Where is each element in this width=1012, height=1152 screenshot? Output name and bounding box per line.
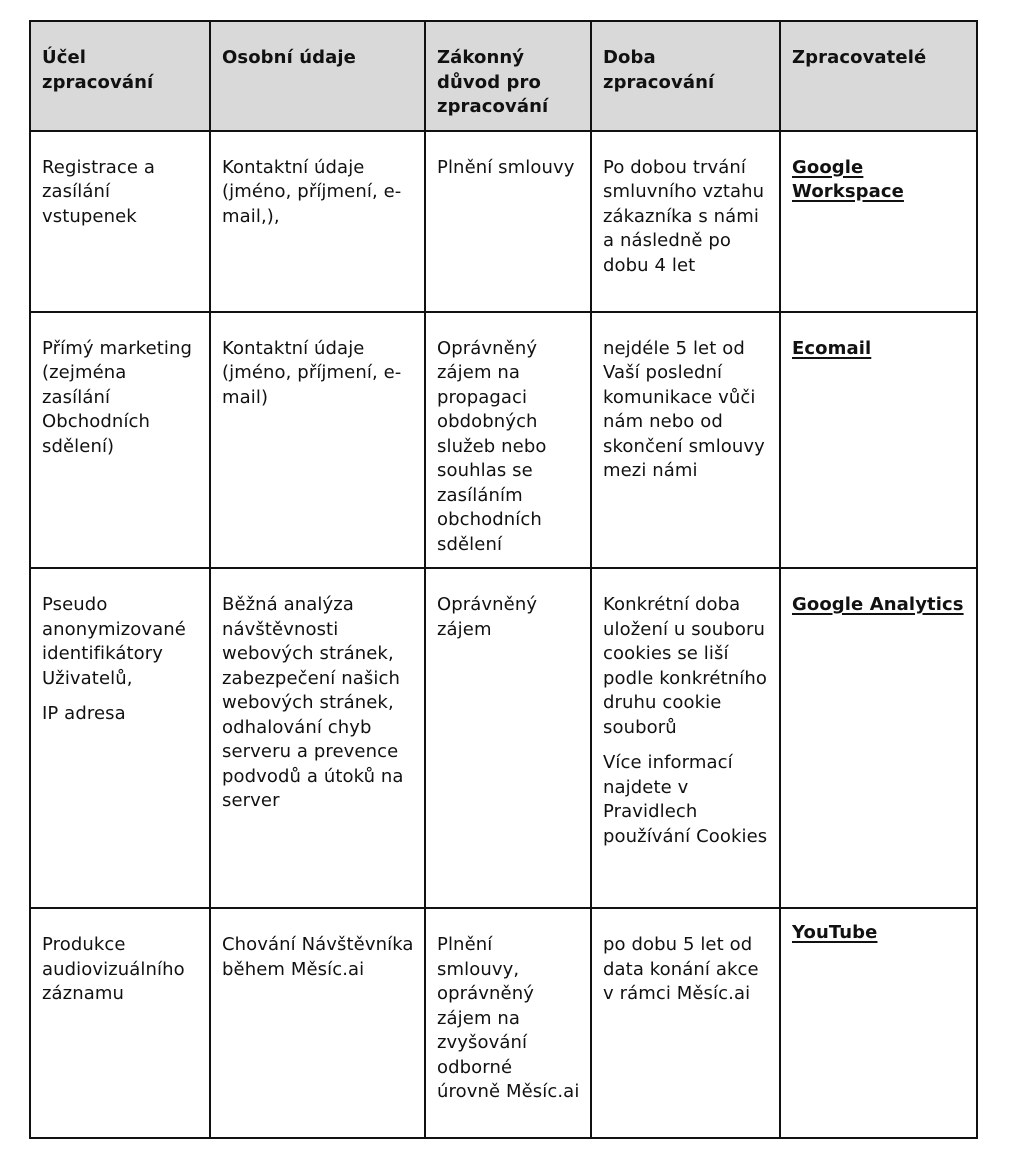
table-row bbox=[30, 908, 977, 1138]
duration-text: Po dobou trvání smluvního vztahu zákazníka s námi a následně po dobu 4 let bbox=[603, 156, 765, 276]
purpose-text: Přímý marketing (zejména zasílání Obchodních sdělení) bbox=[42, 337, 193, 457]
cell-legal-basis: Oprávněný zájem na propagaci obdobných služeb nebo souhlas se zasíláním obchodních sdělení bbox=[425, 312, 591, 569]
cell-processor bbox=[780, 568, 977, 908]
table-row bbox=[30, 568, 977, 908]
cell-purpose bbox=[30, 312, 210, 569]
cell-purpose bbox=[30, 131, 210, 312]
cell-duration bbox=[591, 312, 780, 569]
cell-legal-basis: Plnění smlouvy bbox=[425, 131, 591, 312]
header-processors: Zpracovatelé bbox=[780, 21, 977, 131]
processor-link-google-analytics[interactable]: Google Analytics bbox=[792, 594, 964, 615]
processor-link-ecomail[interactable]: Ecomail bbox=[792, 337, 872, 359]
processor-link-google-workspace[interactable]: Google Workspace bbox=[792, 156, 904, 202]
table-row bbox=[30, 312, 977, 569]
duration-text: Konkrétní doba uložení u souboru cookies se liší podle konkrétního druhu cookie souborů bbox=[603, 594, 767, 738]
header-duration: Doba zpracování bbox=[591, 21, 780, 131]
duration-text: po dobu 5 let od data konání akce v rámci Měsíc.ai bbox=[603, 934, 759, 1004]
cell-duration bbox=[591, 568, 780, 908]
processor-link-youtube[interactable]: YouTube bbox=[792, 922, 878, 943]
table-row bbox=[30, 131, 977, 312]
cell-personal-data: Kontaktní údaje (jméno, příjmení, e-mail,), bbox=[210, 131, 425, 312]
cell-personal-data: Kontaktní údaje (jméno, příjmení, e-mail) bbox=[210, 312, 425, 569]
processing-table bbox=[29, 20, 978, 1139]
duration-text: Více informací najdete v Pravidlech používání Cookies bbox=[603, 752, 768, 847]
header-purpose: Účel zpracování bbox=[30, 21, 210, 131]
header-legal-basis: Zákonný důvod pro zpracování bbox=[425, 21, 591, 131]
cell-duration bbox=[591, 131, 780, 312]
header-personal-data: Osobní údaje bbox=[210, 21, 425, 131]
purpose-text: IP adresa bbox=[42, 703, 126, 724]
table-header-row bbox=[30, 21, 977, 131]
cell-purpose bbox=[30, 908, 210, 1138]
cell-processor bbox=[780, 908, 977, 1138]
cell-duration bbox=[591, 908, 780, 1138]
cell-legal-basis: Plnění smlouvy, oprávněný zájem na zvyšování odborné úrovně Měsíc.ai bbox=[425, 908, 591, 1138]
cell-purpose bbox=[30, 568, 210, 908]
purpose-text: Produkce audiovizuálního záznamu bbox=[42, 934, 185, 1004]
purpose-text: Registrace a zasílání vstupenek bbox=[42, 156, 155, 227]
cell-processor bbox=[780, 312, 977, 569]
purpose-text: Pseudo anonymizované identifikátory Uživatelů, bbox=[42, 594, 186, 689]
cell-processor bbox=[780, 131, 977, 312]
cell-personal-data: Chování Návštěvníka během Měsíc.ai bbox=[210, 908, 425, 1138]
cell-legal-basis: Oprávněný zájem bbox=[425, 568, 591, 908]
duration-text: nejdéle 5 let od Vaší poslední komunikace vůči nám nebo od skončení smlouvy mezi námi bbox=[603, 337, 765, 481]
cell-personal-data: Běžná analýza návštěvnosti webových stránek, zabezpečení našich webových stránek, odhalování chyb serveru a prevence podvodů a útoků na server bbox=[210, 568, 425, 908]
